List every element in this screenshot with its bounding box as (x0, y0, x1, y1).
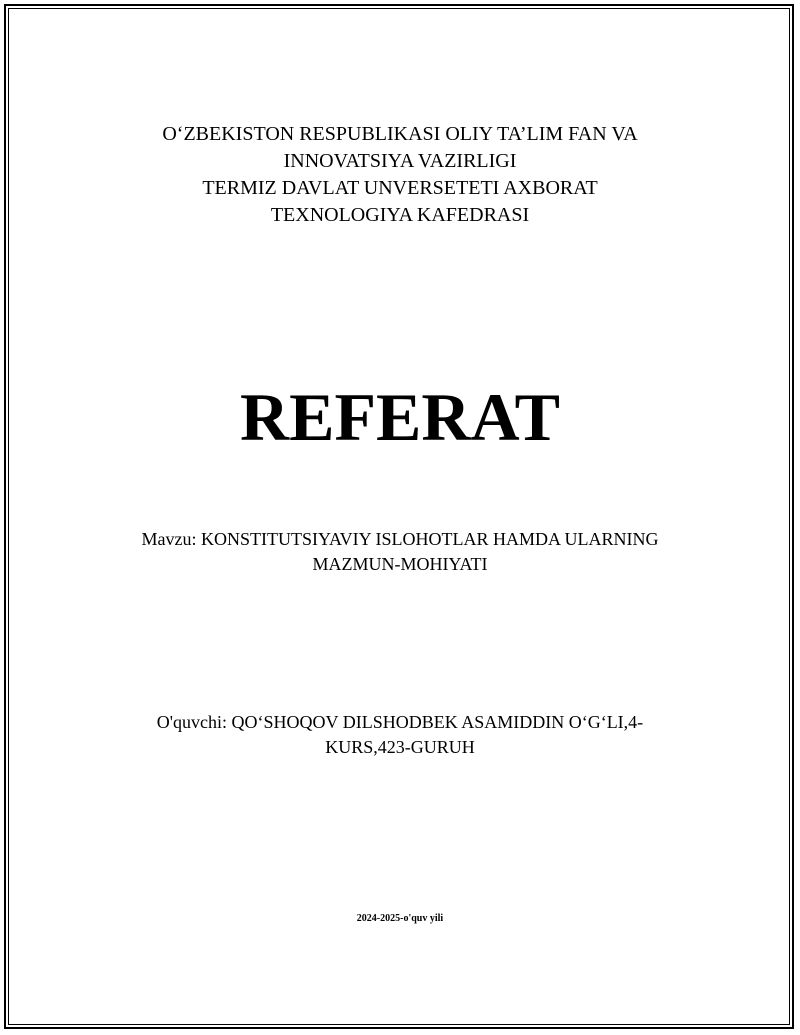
ministry-line-1: O‘ZBEKISTON RESPUBLIKASI OLIY TA’LIM FAN VA (162, 123, 638, 145)
student-block (0, 710, 800, 760)
topic-line-2: MAZMUN-MOHIYATI (312, 554, 488, 574)
academic-year: 2024-2025-o'quv yili (356, 913, 444, 924)
student-line-1: O'quvchi: QO‘SHOQOV DILSHODBEK ASAMIDDIN O‘G‘LI,4- (156, 712, 644, 732)
topic-block (0, 527, 800, 577)
university-line-1: TERMIZ DAVLAT UNVERSETETI AXBORAT (202, 177, 598, 199)
document-title: REFERAT (240, 379, 560, 455)
student-line-2: KURS,423-GURUH (325, 737, 475, 757)
topic-line-1: Mavzu: KONSTITUTSIYAVIY ISLOHOTLAR HAMDA ULARNING (141, 529, 659, 549)
university-line-2: TEXNOLOGIYA KAFEDRASI (270, 204, 530, 226)
ministry-header (0, 121, 800, 229)
ministry-line-2: INNOVATSIYA VAZIRLIGI (283, 150, 517, 172)
